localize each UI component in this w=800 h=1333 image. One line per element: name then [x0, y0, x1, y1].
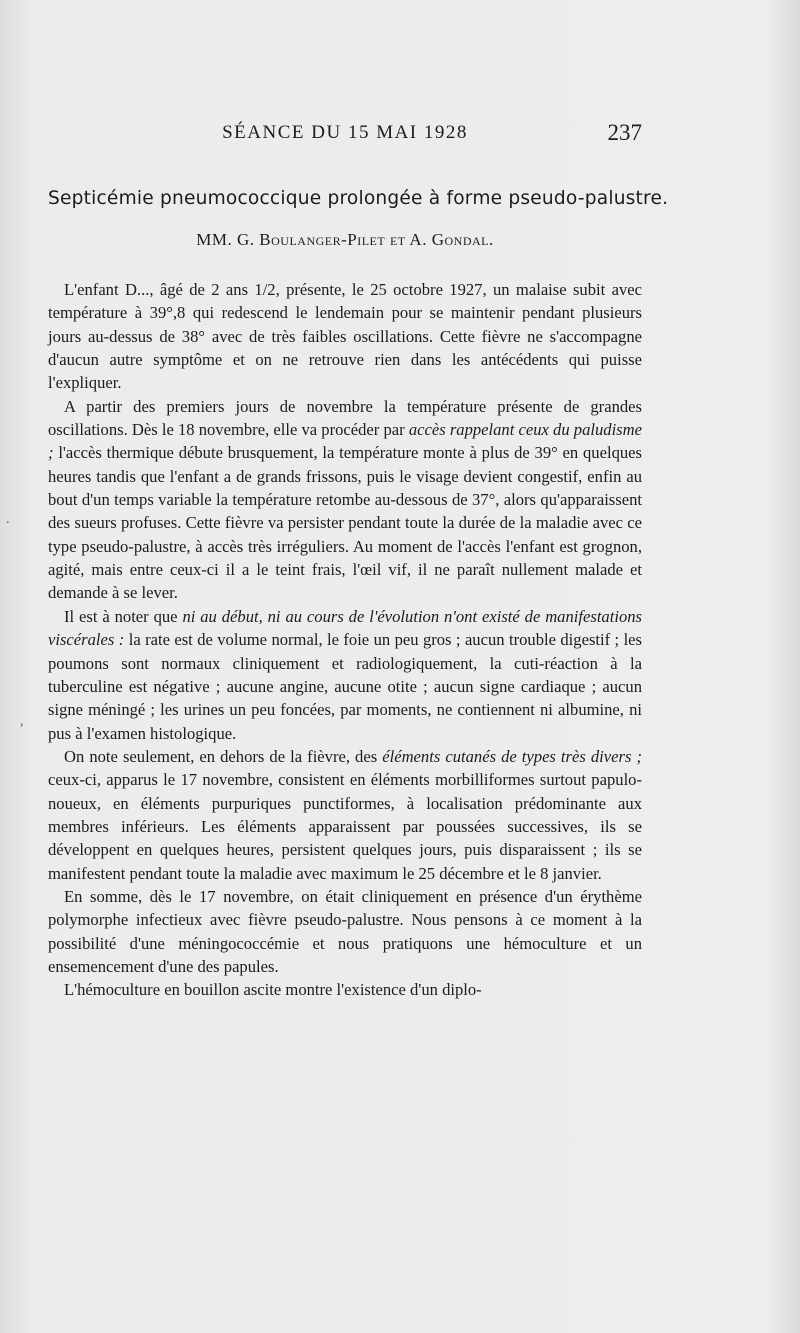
article-title: Septicémie pneumococcique prolongée à forme pseudo-palustre. [48, 188, 669, 209]
body-paragraph [48, 278, 642, 395]
italic-phrase: accès rappelant ceux du paludisme ; [48, 420, 642, 463]
paragraph-text: ceux-ci, apparus le 17 novembre, consistent en éléments morbilliformes surtout papulo-noueux, en éléments purpuriques punctiformes, à localisation prédominante aux membres inférieurs. Les éléments apparaissent par poussées successives, ils se développent en quelques heures, persistent quelques jours, puis disparaissent ; ils se manifestent pendant toute la maladie avec maximum le 25 décembre et le 8 janvier. [48, 770, 642, 883]
body-paragraph [48, 978, 642, 1001]
body-paragraph [48, 745, 642, 885]
paragraph-text: l'accès thermique débute brusquement, la température monte à plus de 39° en quelques heures tandis que l'enfant a de grands frissons, puis le visage devient congestif, enfin au bout d'un temps variable la température retombe au-dessous de 37°, alors qu'apparaissent des sueurs profuses. Cette fièvre va persister pendant toute la durée de la maladie avec ce type pseudo-palustre, à accès très irréguliers. Au moment de l'accès l'enfant est grognon, agité, mais entre ceux-ci il a le teint frais, l'œil vif, il ne paraît nullement malade et demande à se lever. [48, 443, 642, 603]
margin-mark: . [6, 512, 10, 527]
paragraph-text: A partir des premiers jours de novembre la température présente de grandes oscillations. Dès le 18 novembre, elle va procéder par [48, 396, 642, 440]
body-paragraph [48, 395, 642, 605]
paragraph-text: On note seulement, en dehors de la fièvre, des [64, 746, 383, 766]
italic-phrase: éléments cutanés de types très divers ; [382, 746, 643, 766]
paragraph-text: L'hémoculture en bouillon ascite montre l'existence d'un diplo- [64, 980, 482, 1000]
running-head [48, 120, 642, 150]
paragraph-text: Il est à noter que [64, 606, 183, 626]
paragraph-text: L'enfant D..., âgé de 2 ans 1/2, présente, le 25 octobre 1927, un malaise subit avec température à 39°,8 qui redescend le lendemain pour se maintenir pendant plusieurs jours au-dessus de 38° avec de très faibles oscillations. Cette fièvre ne s'accompagne d'aucun autre symptôme et on ne retrouve rien dans les antécédents qui puisse l'expliquer. [48, 280, 642, 393]
margin-mark: , [20, 714, 24, 729]
paragraph-text: la rate est de volume normal, le foie un peu gros ; aucun trouble digestif ; les poumons sont normaux cliniquement et radiologiquement, la cuti-réaction à la tuberculine est négative ; aucune angine, aucune otite ; aucun signe cardiaque ; aucun signe méningé ; les urines un peu foncées, par moments, ne contiennent ni albumine, ni pus à l'examen histologique. [48, 630, 643, 743]
running-head-text: SÉANCE DU 15 MAI 1928 [222, 122, 468, 143]
body-paragraph [48, 605, 642, 745]
article-authors: MM. G. Boulanger-Pilet et A. Gondal. [196, 230, 494, 249]
paragraph-text: En somme, dès le 17 novembre, on était cliniquement en présence d'un érythème polymorphe infectieux avec fièvre pseudo-palustre. Nous pensons à ce moment à la possibilité d'une méningococcémie et nous pratiquons une hémoculture et un ensemencement d'une des papules. [48, 886, 642, 976]
body-paragraph [48, 885, 642, 978]
italic-phrase: ni au début, ni au cours de l'évolution n'ont existé de manifestations viscérales : [48, 606, 642, 650]
article-body [48, 278, 642, 1002]
page-number: 237 [607, 120, 642, 145]
